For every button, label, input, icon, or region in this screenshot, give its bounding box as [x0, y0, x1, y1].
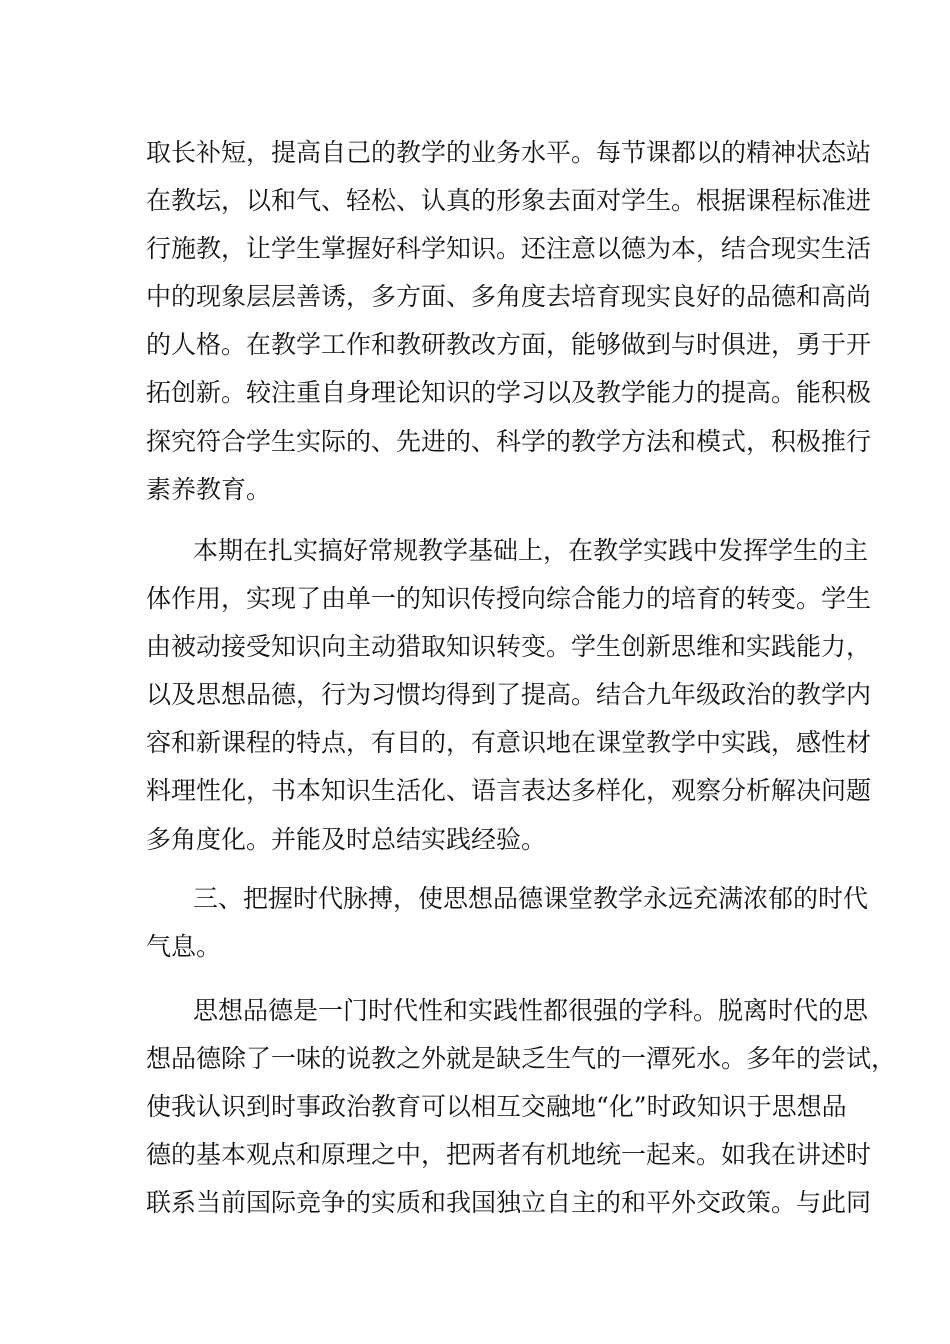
text-line: 在教坛，以和气、轻松、认真的形象去面对学生。根据课程标准进	[146, 186, 872, 215]
text-line: 思想品德是一门时代性和实践性都很强的学科。脱离时代的思	[193, 996, 869, 1025]
section-heading: 气息。	[146, 932, 222, 961]
text-line: 中的现象层层善诱，多方面、多角度去培育现实良好的品德和高尚	[146, 282, 872, 311]
text-line: 体作用，实现了由单一的知识传授向综合能力的培育的转变。学生	[146, 584, 872, 613]
text-line: 的人格。在教学工作和教研教改方面，能够做到与时俱进，勇于开	[146, 330, 872, 359]
text-line: 行施教，让学生掌握好科学知识。还注意以德为本，结合现实生活	[146, 234, 872, 263]
text-line: 取长补短，提高自己的教学的业务水平。每节课都以的精神状态站	[146, 138, 872, 167]
text-line: 素养教育。	[146, 475, 272, 504]
text-line: 联系当前国际竞争的实质和我国独立自主的和平外交政策。与此同	[146, 1188, 872, 1217]
text-line: 由被动接受知识向主动猎取知识转变。学生创新思维和实践能力，	[146, 632, 872, 661]
section-heading: 三、把握时代脉搏，使思想品德课堂教学永远充满浓郁的时代	[193, 884, 869, 913]
text-line: 德的基本观点和原理之中，把两者有机地统一起来。如我在讲述时	[146, 1140, 872, 1169]
text-line: 拓创新。较注重自身理论知识的学习以及教学能力的提高。能积极	[146, 378, 872, 407]
text-line: 料理性化，书本知识生活化、语言表达多样化，观察分析解决问题	[146, 776, 872, 805]
text-line: 以及思想品德，行为习惯均得到了提高。结合九年级政治的教学内	[146, 680, 872, 709]
text-line: 探究符合学生实际的、先进的、科学的教学方法和模式，积极推行	[146, 427, 872, 456]
text-line: 多角度化。并能及时总结实践经验。	[146, 825, 547, 854]
text-line: 使我认识到时事政治教育可以相互交融地“化”时政知识于思想品	[146, 1092, 847, 1121]
text-line: 想品德除了一味的说教之外就是缺乏生气的一潭死水。多年的尝试，	[146, 1044, 897, 1073]
text-line: 本期在扎实搞好常规教学基础上，在教学实践中发挥学生的主	[193, 536, 869, 565]
text-line: 容和新课程的特点，有目的，有意识地在课堂教学中实践，感性材	[146, 728, 872, 757]
